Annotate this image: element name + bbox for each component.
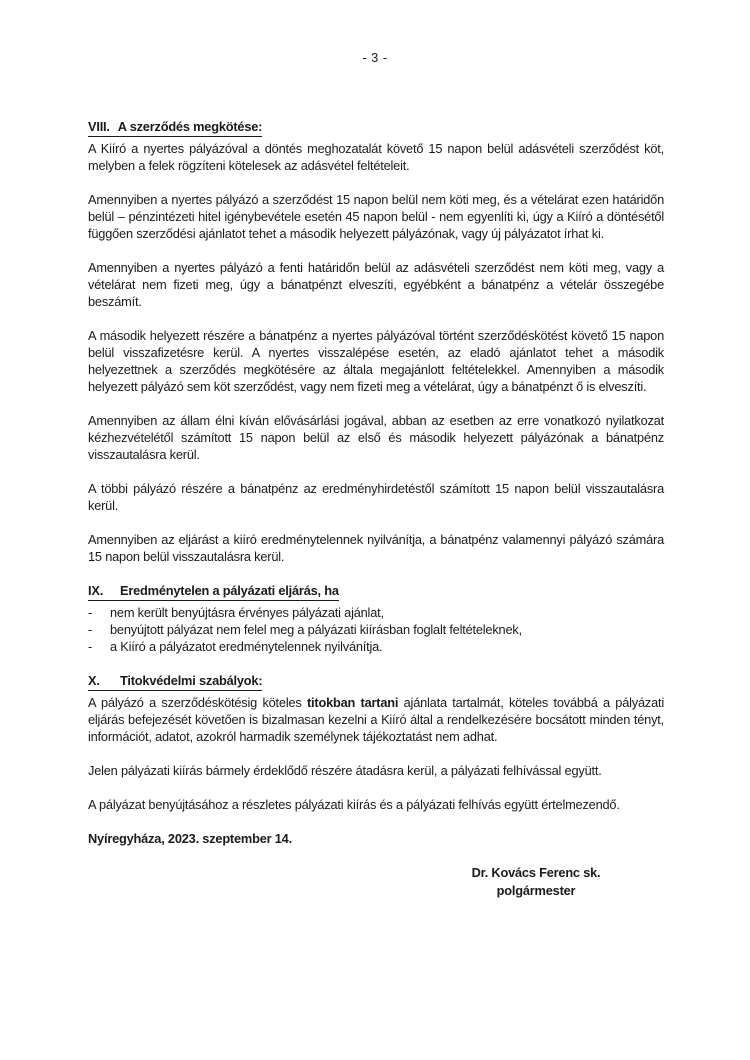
section-viii-paragraph-1: A Kiíró a nyertes pályázóval a döntés meghozatalát követő 15 napon belül adásvételi szerződést köt, melyben a felek rögzíteni kötelesek az adásvétel feltételeit. bbox=[88, 141, 664, 173]
signer-title: polgármester bbox=[496, 883, 576, 898]
section-viii-title: A szerződés megkötése: bbox=[117, 119, 263, 134]
section-viii-paragraph-5: Amennyiben az állam élni kíván elővásárlási jogával, abban az esetben az erre vonatkozó nyilatkozat kézhezvételétől számított 15 napon belül az első és második helyezett pályázónak a bánatpénz visszautalásra kerül. bbox=[88, 413, 664, 462]
list-item bbox=[88, 604, 664, 621]
section-x-number: X. bbox=[88, 673, 100, 688]
section-viii-paragraph-2: Amennyiben a nyertes pályázó a szerződést 15 napon belül nem köti meg, és a vételárat ezen határidőn belül – pénzintézeti hitel igénybevétele esetén 45 napon belül - nem egyenlíti ki, úgy a Kiíró a döntésétől függően szerződési ajánlatot tehet a második helyezett pályázónak, vagy új pályázatot írhat ki. bbox=[88, 192, 664, 241]
paragraph-text: A pályázó a szerződéskötésig köteles bbox=[88, 695, 307, 710]
section-ix-title: Eredménytelen a pályázati eljárás, ha bbox=[120, 583, 339, 598]
section-x-paragraph-2: Jelen pályázati kiírás bármely érdeklődő részére átadásra kerül, a pályázati felhívással együtt. bbox=[88, 763, 602, 778]
list-item-text: benyújtott pályázat nem felel meg a pályázati kiírásban foglalt feltételeknek, bbox=[110, 622, 522, 637]
signature-block bbox=[406, 864, 666, 900]
section-viii-paragraph-3: Amennyiben a nyertes pályázó a fenti határidőn belül az adásvételi szerződést nem köti meg, vagy a vételárat nem fizeti meg, úgy a bánatpénzt elveszíti, egyébként a bánatpénz a vételár összegébe beszámít. bbox=[88, 260, 664, 309]
dash-marker: - bbox=[88, 605, 93, 620]
section-viii-paragraph-6: A többi pályázó részére a bánatpénz az eredményhirdetéstől számított 15 napon belül visszautalásra kerül. bbox=[88, 481, 664, 513]
section-viii-paragraph-7: Amennyiben az eljárást a kiíró eredménytelennek nyilvánítja, a bánatpénz valamennyi pályázó számára 15 napon belül visszautalásra kerül. bbox=[88, 532, 664, 564]
list-item-text: a Kiíró a pályázatot eredménytelennek nyilvánítja. bbox=[110, 639, 383, 654]
section-viii-heading bbox=[88, 118, 664, 137]
section-viii-paragraph-4: A második helyezett részére a bánatpénz a nyertes pályázóval történt szerződéskötést követő 15 napon belül visszafizetésre kerül. A nyertes visszalépése esetén, az eladó ajánlatot tehet a második helyezettnek a szerződés megkötésére az általa megajánlott feltételekkel. Amennyiben a második helyezett pályázó sem köt szerződést, vagy nem fizeti meg a vételárat, úgy a bánatpénzt ő is elveszíti. bbox=[88, 328, 664, 394]
date-line: Nyíregyháza, 2023. szeptember 14. bbox=[88, 831, 292, 846]
document-content bbox=[88, 118, 664, 900]
section-x-paragraph-3: A pályázat benyújtásához a részletes pályázati kiírás és a pályázati felhívás együtt értelmezendő. bbox=[88, 797, 620, 812]
list-item bbox=[88, 621, 664, 638]
list-item bbox=[88, 638, 664, 655]
signer-name: Dr. Kovács Ferenc sk. bbox=[471, 865, 601, 880]
dash-marker: - bbox=[88, 639, 93, 654]
section-ix-list bbox=[88, 604, 664, 655]
bold-phrase: titokban tartani bbox=[306, 695, 399, 710]
section-viii-number: VIII. bbox=[88, 119, 110, 134]
list-item-text: nem került benyújtásra érvényes pályázati ajánlat, bbox=[110, 605, 384, 620]
paragraph-text: ajánlata tartalmát, köteles továbbá a pályázati eljárás befejezését követően is bizalmasan kezelni a Kiíró által a rendelkezésére bocsátott minden tényt, információt, adatot, azokról harmadik személynek tájékoztatást nem adhat. bbox=[88, 695, 665, 744]
page-number: - 3 - bbox=[362, 50, 388, 65]
dash-marker: - bbox=[88, 622, 93, 637]
section-x-heading bbox=[88, 672, 664, 691]
section-x-title: Titokvédelmi szabályok: bbox=[120, 673, 263, 688]
section-x-paragraph-1 bbox=[88, 694, 664, 745]
section-ix-heading bbox=[88, 582, 664, 601]
section-ix-number: IX. bbox=[88, 583, 104, 598]
